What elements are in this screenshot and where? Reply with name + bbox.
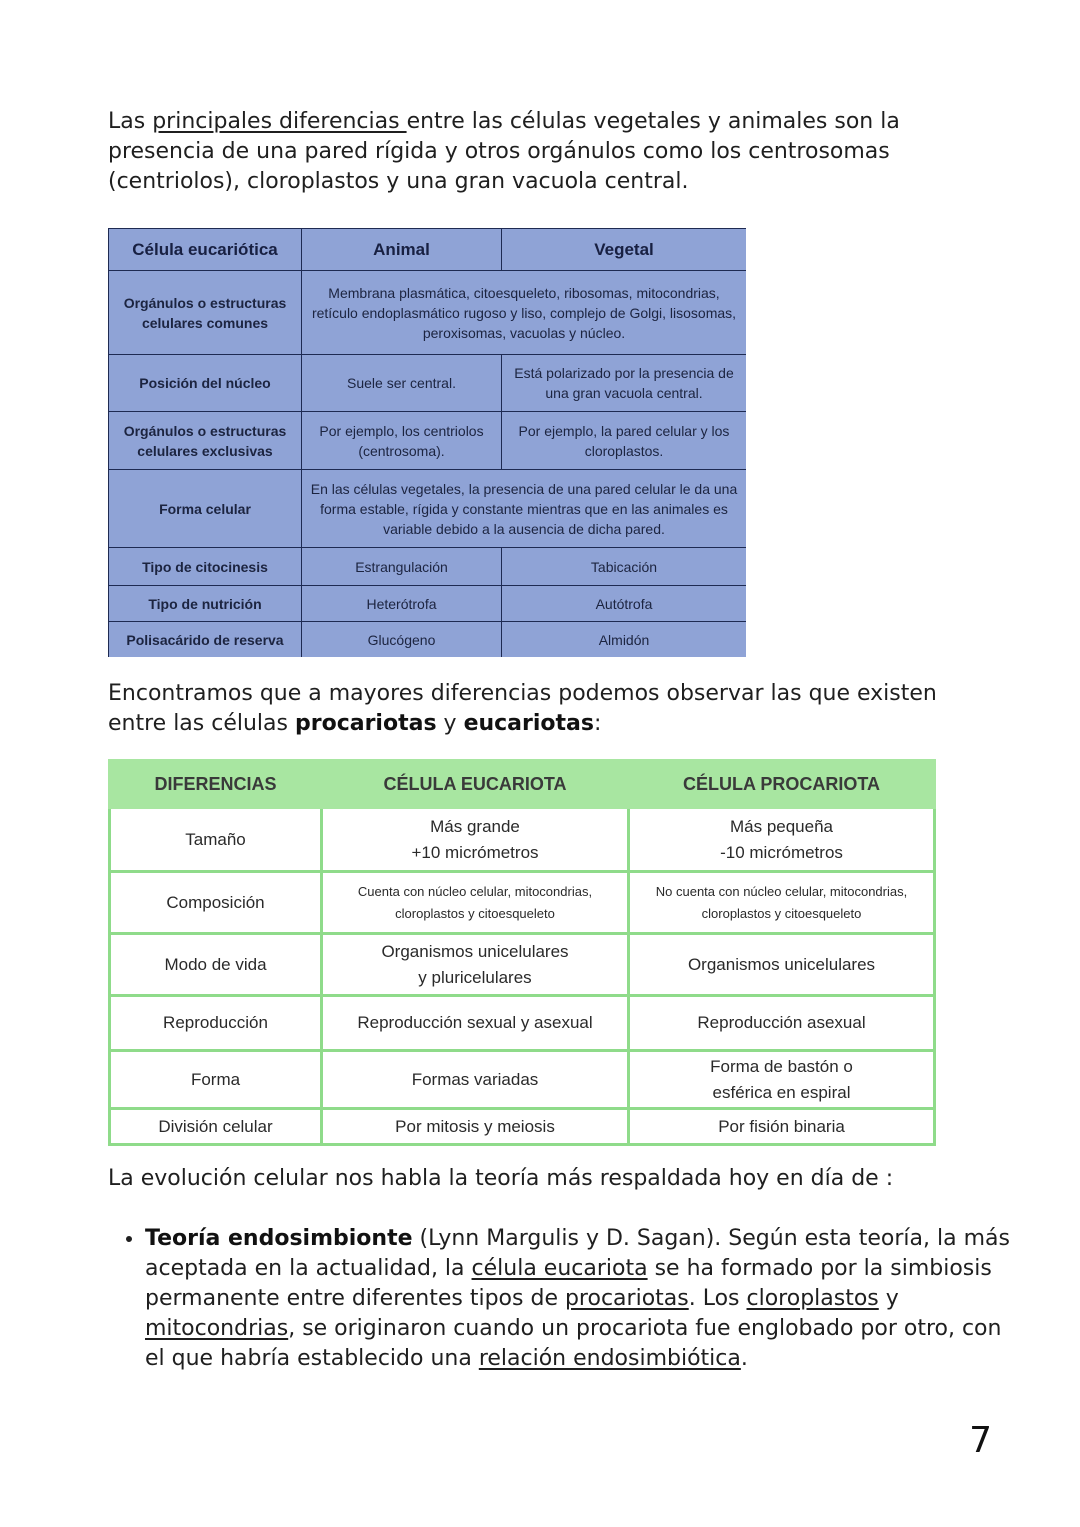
para-text: Encontramos que a mayores diferencias podemos observar las que existen entre las células (108, 681, 937, 736)
row-label: Modo de vida (110, 934, 322, 996)
cell-line: -10 micrómetros (720, 842, 843, 862)
table-cell (629, 872, 935, 934)
row-label: Composición (110, 872, 322, 934)
table-cell: Reproducción asexual (629, 996, 935, 1051)
evolution-paragraph: La evolución celular nos habla la teoría más respaldada hoy en día de : (108, 1166, 894, 1191)
bullet-text: . Los (688, 1286, 747, 1311)
cell-line: +10 micrómetros (411, 842, 539, 862)
table-cell: Por mitosis y meiosis (322, 1109, 629, 1145)
intro-text-rest: entre las células vegetales y animales son la presencia de una pared rígida y otros orgánulos como los centrosomas (centriolos), cloroplastos y una gran vacuola central. (108, 109, 900, 194)
table-cell (322, 934, 629, 996)
table-cell: Membrana plasmática, citoesqueleto, ribosomas, mitocondrias, retículo endoplasmático rugoso y liso, complejo de Golgi, lisosomas, peroxisomas, vacuolas y núcleo. (302, 271, 747, 355)
bullet-text: . (740, 1346, 748, 1371)
header-cell: Célula eucariótica (109, 229, 302, 271)
cell-line: Más grande (430, 816, 520, 836)
header-cell: Animal (302, 229, 502, 271)
row-label: Tipo de citocinesis (109, 548, 302, 586)
list-item (145, 1224, 1015, 1374)
header-cell: DIFERENCIAS (110, 761, 322, 808)
table-row (109, 470, 747, 548)
eukaryotic-cell-table-image (108, 228, 746, 657)
intro-underlined-phrase: principales diferencias (152, 109, 407, 134)
table-row (110, 1051, 935, 1109)
table-row (110, 872, 935, 934)
table-cell: Tabicación (502, 548, 747, 586)
table-cell: Suele ser central. (302, 355, 502, 412)
table-cell: Por ejemplo, los centriolos (centrosoma). (302, 412, 502, 470)
row-label: Forma (110, 1051, 322, 1109)
row-label: Orgánulos o estructuras celulares exclusivas (109, 412, 302, 470)
bold-term: eucariotas (463, 711, 594, 736)
table-row (109, 548, 747, 586)
row-label: Reproducción (110, 996, 322, 1051)
table-cell: Almidón (502, 622, 747, 658)
cell-line: Cuenta con núcleo celular, mitocondrias, (357, 883, 593, 899)
underlined-term: mitocondrias (145, 1316, 289, 1341)
table-cell: Heterótrofa (302, 586, 502, 622)
intro-paragraph (108, 107, 978, 197)
table-cell: Está polarizado por la presencia de una gran vacuola central. (502, 355, 747, 412)
cell-line: Organismos unicelulares (381, 941, 569, 961)
table-row (109, 622, 747, 658)
page-number: 7 (969, 1420, 992, 1461)
theory-name: Teoría endosimbionte (145, 1226, 413, 1251)
underlined-term: procariotas (564, 1286, 689, 1311)
table-cell: En las células vegetales, la presencia de una pared celular le da una forma estable, rígida y constante mientras que en las animales es variable debido a la ausencia de dicha pared. (302, 470, 747, 548)
table-cell: Formas variadas (322, 1051, 629, 1109)
table-cell: Por ejemplo, la pared celular y los cloroplastos. (502, 412, 747, 470)
eukaryotic-cell-table (108, 228, 746, 657)
row-label: División celular (110, 1109, 322, 1145)
table-row (110, 996, 935, 1051)
row-label: Tamaño (110, 808, 322, 872)
table-cell: Por fisión binaria (629, 1109, 935, 1145)
para-text: y (436, 711, 464, 736)
header-cell: CÉLULA EUCARIOTA (322, 761, 629, 808)
prokaryote-eukaryote-table (108, 759, 936, 1146)
cell-line: esférica en espiral (712, 1082, 851, 1102)
para-text: : (594, 711, 602, 736)
table-row (109, 355, 747, 412)
table-cell (322, 808, 629, 872)
theory-list (108, 1224, 1015, 1374)
table-cell: Glucógeno (302, 622, 502, 658)
table-row (109, 412, 747, 470)
bold-term: procariotas (294, 711, 437, 736)
intro-text: Las (108, 109, 153, 134)
table-cell: Organismos unicelulares (629, 934, 935, 996)
bullet-text: (Lynn Margulis y D. Sagan). Según esta teoría, la más aceptada en la actualidad, la (145, 1226, 1010, 1281)
underlined-term: cloroplastos (746, 1286, 879, 1311)
row-label: Orgánulos o estructuras celulares comunes (109, 271, 302, 355)
table-row (109, 586, 747, 622)
underlined-term: célula eucariota (471, 1256, 648, 1281)
cell-line: cloroplastos y citoesqueleto (395, 905, 555, 921)
row-label: Posición del núcleo (109, 355, 302, 412)
header-cell: Vegetal (502, 229, 747, 271)
row-label: Polisacárido de reserva (109, 622, 302, 658)
table-row (110, 1109, 935, 1145)
table-row (110, 808, 935, 872)
cell-line: y pluricelulares (418, 967, 532, 987)
table-cell: Autótrofa (502, 586, 747, 622)
comparison-intro-paragraph (108, 679, 978, 739)
cell-line: Más pequeña (729, 816, 834, 836)
bullet-text: , se originaron cuando un procariota fue englobado por otro, con el que habría establecido una (145, 1316, 1002, 1371)
table-row (110, 934, 935, 996)
table-cell: Reproducción sexual y asexual (322, 996, 629, 1051)
table-cell: Estrangulación (302, 548, 502, 586)
table-row (109, 229, 747, 271)
table-cell (629, 808, 935, 872)
table-row (109, 271, 747, 355)
bullet-text: se ha formado por la simbiosis permanente entre diferentes tipos de (145, 1256, 992, 1311)
cell-line: cloroplastos y citoesqueleto (701, 905, 862, 921)
underlined-term: relación endosimbiótica (478, 1346, 741, 1371)
table-cell (322, 872, 629, 934)
cell-line: No cuenta con núcleo celular, mitocondrias, (655, 883, 908, 899)
table-row (110, 761, 935, 808)
header-cell: CÉLULA PROCARIOTA (629, 761, 935, 808)
row-label: Tipo de nutrición (109, 586, 302, 622)
row-label: Forma celular (109, 470, 302, 548)
cell-line: Forma de bastón o (710, 1056, 853, 1076)
bullet-text: y (878, 1286, 899, 1311)
table-cell (629, 1051, 935, 1109)
